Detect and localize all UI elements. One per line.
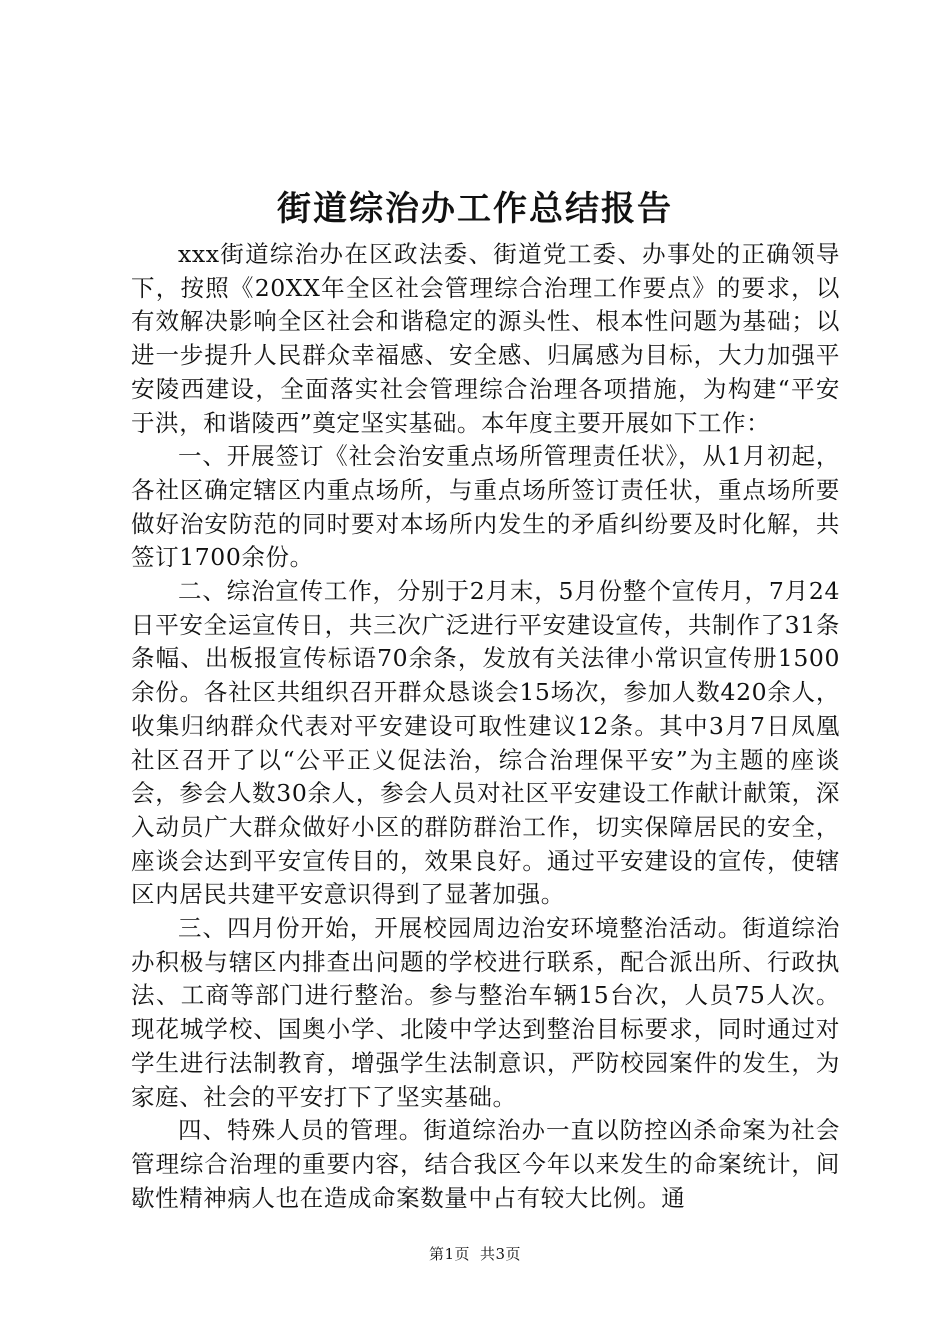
document-title: 街道综治办工作总结报告 <box>277 189 673 229</box>
paragraph-section-2: 二、综治宣传工作，分别于2月末，5月份整个宣传月，7月24日平安全运宣传日，共三次广泛进行平安建设宣传，共制作了31条条幅、出板报宣传标语70余条，发放有关法律小常识宣传册1500余份。各社区共组织召开群众恳谈会15场次，参加人数420余人，收集归纳群众代表对平安建设可取性建议12条。其中3月7日凤凰社区召开了以“公平正义促法治，综合治理保平安”为主题的座谈会，参会人数30余人，参会人员对社区平安建设工作献计献策，深入动员广大群众做好小区的群防群治工作，切实保障居民的安全，座谈会达到平安宣传目的，效果良好。通过平安建设的宣传，使辖区内居民共建平安意识得到了显著加强。 <box>131 577 840 909</box>
paragraph-intro: xxx街道综治办在区政法委、街道党工委、办事处的正确领导下，按照《20XX年全区社会管理综合治理工作要点》的要求，以有效解决影响全区社会和谐稳定的源头性、根本性问题为基础；以进一步提升人民群众幸福感、安全感、归属感为目标，大力加强平安陵西建设，全面落实社会管理综合治理各项措施，为构建“平安于洪，和谐陵西”奠定坚实基础。本年度主要开展如下工作： <box>131 240 840 437</box>
paragraph-section-1: 一、开展签订《社会治安重点场所管理责任状》，从1月初起，各社区确定辖区内重点场所，与重点场所签订责任状，重点场所要做好治安防范的同时要对本场所内发生的矛盾纠纷要及时化解，共签订1700余份。 <box>131 442 840 572</box>
page-total: 共3页 <box>480 1245 522 1263</box>
paragraph-section-3: 三、四月份开始，开展校园周边治安环境整治活动。街道综治办积极与辖区内排查出问题的学校进行联系，配合派出所、行政执法、工商等部门进行整治。参与整治车辆15台次，人员75人次。现花城学校、国奥小学、北陵中学达到整治目标要求，同时通过对学生进行法制教育，增强学生法制意识，严防校园案件的发生，为家庭、社会的平安打下了坚实基础。 <box>131 914 840 1111</box>
document-body <box>131 238 840 1215</box>
page-number: 第1页 <box>428 1245 470 1263</box>
page-footer <box>0 1242 950 1266</box>
paragraph-section-4: 四、特殊人员的管理。街道综治办一直以防控凶杀命案为社会管理综合治理的重要内容，结合我区今年以来发生的命案统计，间歇性精神病人也在造成命案数量中占有较大比例。通 <box>131 1116 840 1212</box>
